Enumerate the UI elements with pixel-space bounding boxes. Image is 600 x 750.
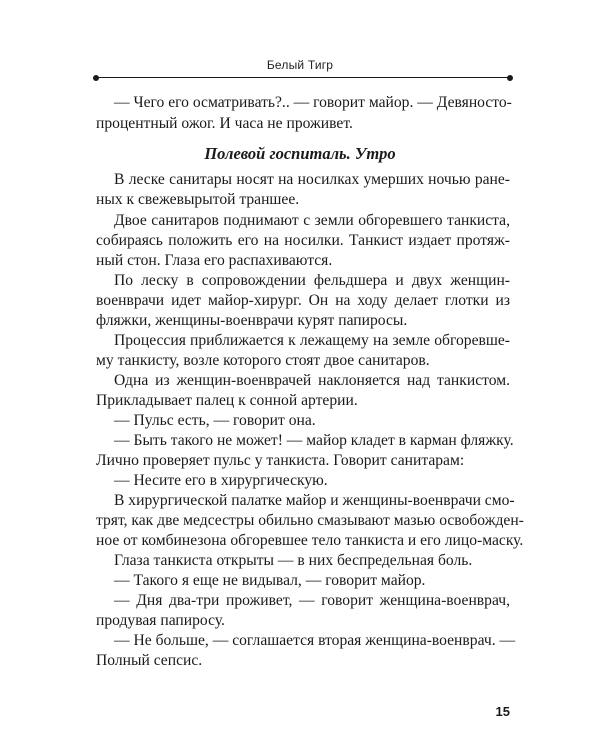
paragraph-line: ное от комбинезона обгоревшее тело танкиста и его лицо-маску. (96, 532, 524, 549)
paragraph-line: военврачи идет майор-хирург. Он на ходу делает глотки из (96, 292, 510, 309)
page-number: 15 (495, 704, 510, 719)
header-rule-dot-right (507, 75, 513, 81)
paragraph-line: Лично проверяет пульс у танкиста. Говорит санитарам: (96, 452, 465, 469)
paragraph-line: — Несите его в хирургическую. (114, 472, 328, 489)
header-rule-dot-left (93, 75, 99, 81)
paragraph-line: фляжки, женщины-военврачи курят папиросы. (96, 312, 408, 329)
header-rule (96, 77, 510, 78)
paragraph-line: ный стон. Глаза его распахиваются. (96, 252, 333, 269)
paragraph-line: продувая папиросу. (96, 612, 225, 629)
paragraph-line: Двое санитаров поднимают с земли обгоревшего танкиста, (114, 212, 510, 229)
paragraph-line: — Пульс есть, — говорит она. (114, 412, 316, 429)
paragraph-line: — Такого я еще не видывал, — говорит майор. (114, 572, 426, 589)
paragraph-line: Одна из женщин-военврачей наклоняется над танкистом. (114, 372, 510, 389)
paragraph-line: — Не больше, — соглашается вторая женщина-военврач. — (114, 632, 516, 649)
running-head: Белый Тигр (266, 58, 334, 72)
paragraph-line: Полный сепсис. (96, 652, 203, 669)
paragraph-line: процентный ожог. И часа не проживет. (96, 115, 353, 132)
paragraph-line: трят, как две медсестры обильно смазывают мазью освобожден- (96, 512, 524, 529)
paragraph-line: ных к свежевырытой траншее. (96, 191, 300, 208)
paragraph-line: собираясь положить его на носилки. Танкист издает протяж- (96, 232, 510, 249)
paragraph-line: — Дня два-три проживет, — говорит женщина-военврач, (114, 592, 510, 609)
paragraph-line: му танкисту, возле которого стоят двое санитаров. (96, 352, 430, 369)
paragraph-line: В хирургической палатке майор и женщины-военврачи смо- (114, 492, 515, 509)
section-heading: Полевой госпиталь. Утро (204, 144, 396, 163)
paragraph-line: По леску в сопровождении фельдшера и двух женщин- (114, 272, 510, 289)
paragraph-line: Процессия приближается к лежащему на земле обгоревше- (114, 332, 510, 349)
paragraph-line: Глаза танкиста открыты — в них беспредельная боль. (114, 552, 473, 569)
paragraph-line: В леске санитары носят на носилках умерших ночью ране- (114, 171, 510, 188)
paragraph-line: — Быть такого не может! — майор кладет в карман фляжку. (114, 432, 514, 449)
paragraph-line: — Чего его осматривать?.. — говорит майор. — Девяносто- (114, 94, 512, 111)
paragraph-line: Прикладывает палец к сонной артерии. (96, 392, 358, 409)
